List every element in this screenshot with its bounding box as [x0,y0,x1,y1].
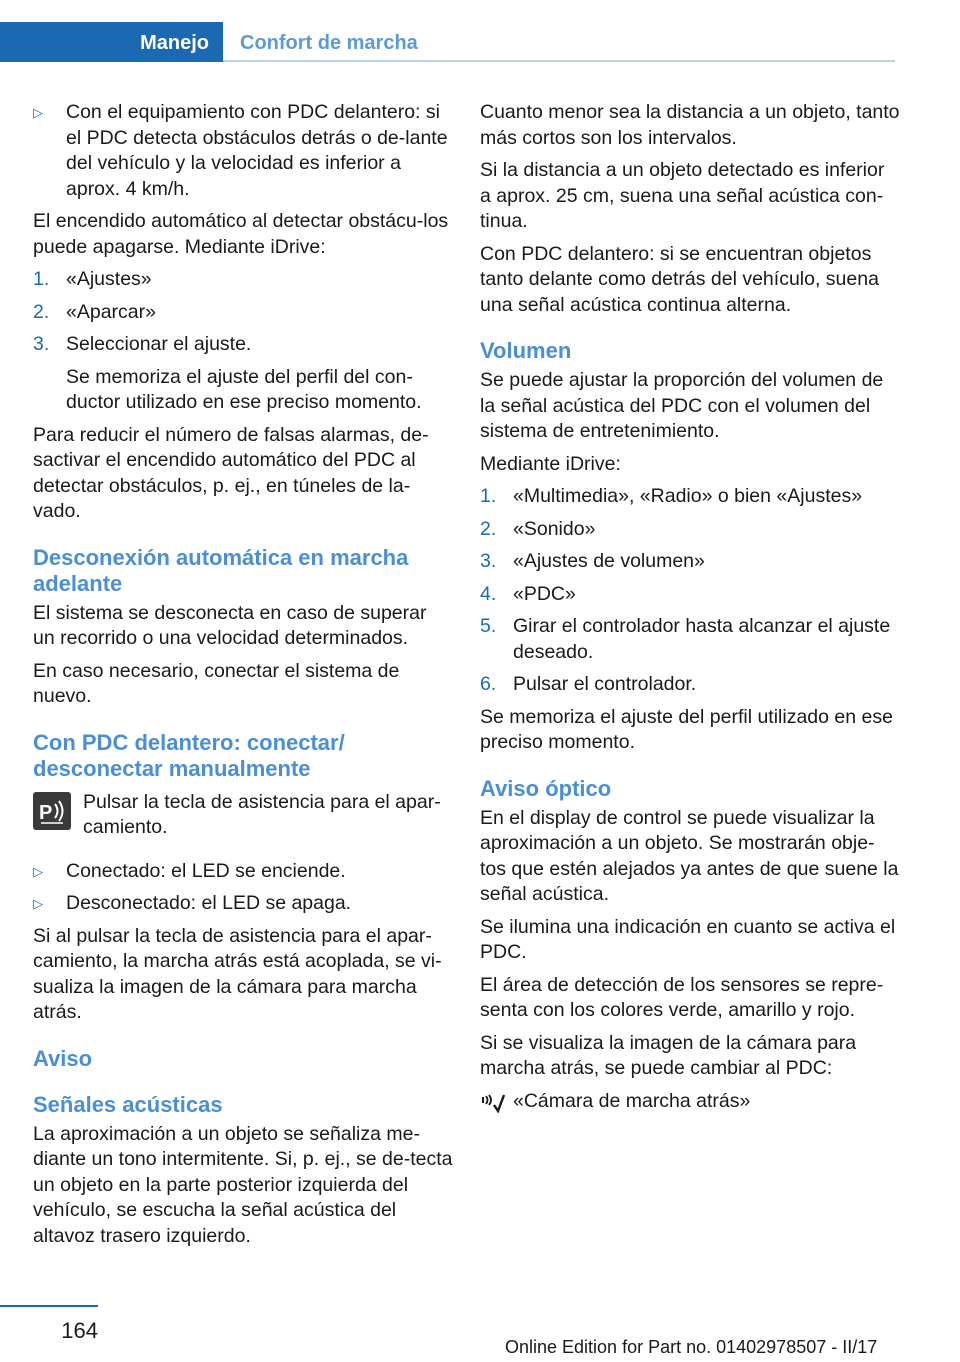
page-number: 164 [61,1318,98,1343]
triangle-right-icon: ▷ [33,863,43,879]
step-number: 6. [480,673,497,695]
step-text: Pulsar el controlador. [513,673,697,695]
section-heading: Con PDC delantero: conectar/ desconectar manualmente [33,729,345,781]
camera-menu-item [480,1089,900,1115]
paragraph: La aproximación a un objeto se señaliza me-diante un tono intermitente. Si, p. ej., se de-tecta un objeto en la parte posterior izquierda del vehículo, se escucha la señal acústica del altavoz trasero izquierdo. [33,1122,453,1247]
step-text: «Ajustes» [66,268,152,290]
tab-manejo[interactable]: Manejo [0,22,223,62]
left-column [33,100,453,1256]
bullet-item [33,891,453,917]
step-number: 5. [480,615,497,637]
chapter-header [0,22,960,62]
step-text: Girar el controlador hasta alcanzar el ajuste deseado. [513,615,891,663]
paragraph: El sistema se desconecta en caso de superar un recorrido o una velocidad determinados. [33,601,427,649]
paragraph: Cuanto menor sea la distancia a un objeto, tanto más cortos son los intervalos. [480,101,900,149]
step-text: «Ajustes de volumen» [513,550,705,572]
triangle-right-icon: ▷ [33,896,43,911]
step-number: 1. [33,268,50,290]
list-item [33,267,453,293]
step-text: «Multimedia», «Radio» o bien «Ajustes» [513,485,863,507]
step-number: 1. [480,485,497,507]
step-number: 4. [480,582,497,605]
paragraph: Si la distancia a un objeto detectado es inferior a aprox. 25 cm, suena una señal acústica con-tinua. [480,159,885,232]
parking-assist-button-icon [33,792,71,830]
icon-instruction [33,790,453,841]
footer-divider [0,1305,98,1307]
paragraph: Se ilumina una indicación en cuanto se activa el PDC. [480,915,896,963]
header-divider [223,60,895,62]
svg-text:P: P [39,801,53,824]
right-column [480,100,900,1121]
section-heading: Señales acústicas [33,1091,223,1117]
paragraph: Si se visualiza la imagen de la cámara para marcha atrás, se puede cambiar al PDC: [480,1031,857,1079]
paragraph: En caso necesario, conectar el sistema de nuevo. [33,659,400,707]
paragraph: El área de detección de los sensores se repre-senta con los colores verde, amarillo y rojo. [480,973,884,1021]
step-number: 3. [33,333,50,355]
step-text: Seleccionar el ajuste. [66,333,252,355]
tab-confort-de-marcha[interactable]: Confort de marcha [240,32,418,54]
section-heading: Desconexión automática en marcha adelante [33,544,409,596]
triangle-right-icon: ▷ [33,105,43,120]
list-item [480,549,900,575]
paragraph: En el display de control se puede visualizar la aproximación a un objeto. Se mostrarán obje-tos que estén alejados ya antes de que suene la señal acústica. [480,806,899,905]
list-item [480,582,900,608]
step-text: «PDC» [513,582,576,605]
camera-menu-text: «Cámara de marcha atrás» [513,1089,751,1112]
step-number: 2. [33,300,50,323]
section-heading: Volumen [480,338,572,363]
paragraph: Para reducir el número de falsas alarmas, de-sactivar el encendido automático del PDC al detectar obstáculos, p. ej., en túneles de la-vado. [33,423,429,522]
paragraph: Si al pulsar la tecla de asistencia para el apar-camiento, la marcha atrás está acoplada, se vi-sualiza la imagen de la cámara para marcha atrás. [33,924,442,1023]
bullet-text: Con el equipamiento con PDC delantero: si el PDC detecta obstáculos detrás o de-lante del vehículo y la velocidad es inferior a aprox. 4 km/h. [66,101,448,200]
list-item [480,484,900,510]
pdc-sensor-icon [480,1091,506,1113]
step-number: 3. [480,550,497,572]
step-text: «Sonido» [513,517,596,540]
section-heading: Aviso [33,1045,93,1071]
list-item [480,517,900,543]
bullet-item [33,859,453,885]
bullet-text: Desconectado: el LED se apaga. [66,892,352,914]
paragraph: Se memoriza el ajuste del perfil utilizado en ese preciso momento. [480,705,893,753]
step-number: 2. [480,517,497,540]
paragraph: Con PDC delantero: si se encuentran objetos tanto delante como detrás del vehículo, suena una señal acústica continua alterna. [480,242,879,316]
edition-note: Online Edition for Part no. 01402978507 - II/17 [505,1337,878,1357]
section-heading: Aviso óptico [480,775,612,801]
step-subtext: Se memoriza el ajuste del perfil del con-ductor utilizado en ese preciso momento. [66,365,422,413]
bullet-item [33,100,453,202]
list-item [33,300,453,326]
icon-instruction-text: Pulsar la tecla de asistencia para el apar-camiento. [83,790,441,838]
step-text: «Aparcar» [66,300,156,323]
list-item [480,672,900,698]
paragraph: Mediante iDrive: [480,452,621,475]
paragraph: El encendido automático al detectar obstácu-los puede apagarse. Mediante iDrive: [33,210,449,258]
list-item [33,332,453,416]
list-item [480,614,900,665]
paragraph: Se puede ajustar la proporción del volumen de la señal acústica del PDC con el volumen del sistema de entretenimiento. [480,369,884,442]
bullet-text: Conectado: el LED se enciende. [66,859,346,882]
